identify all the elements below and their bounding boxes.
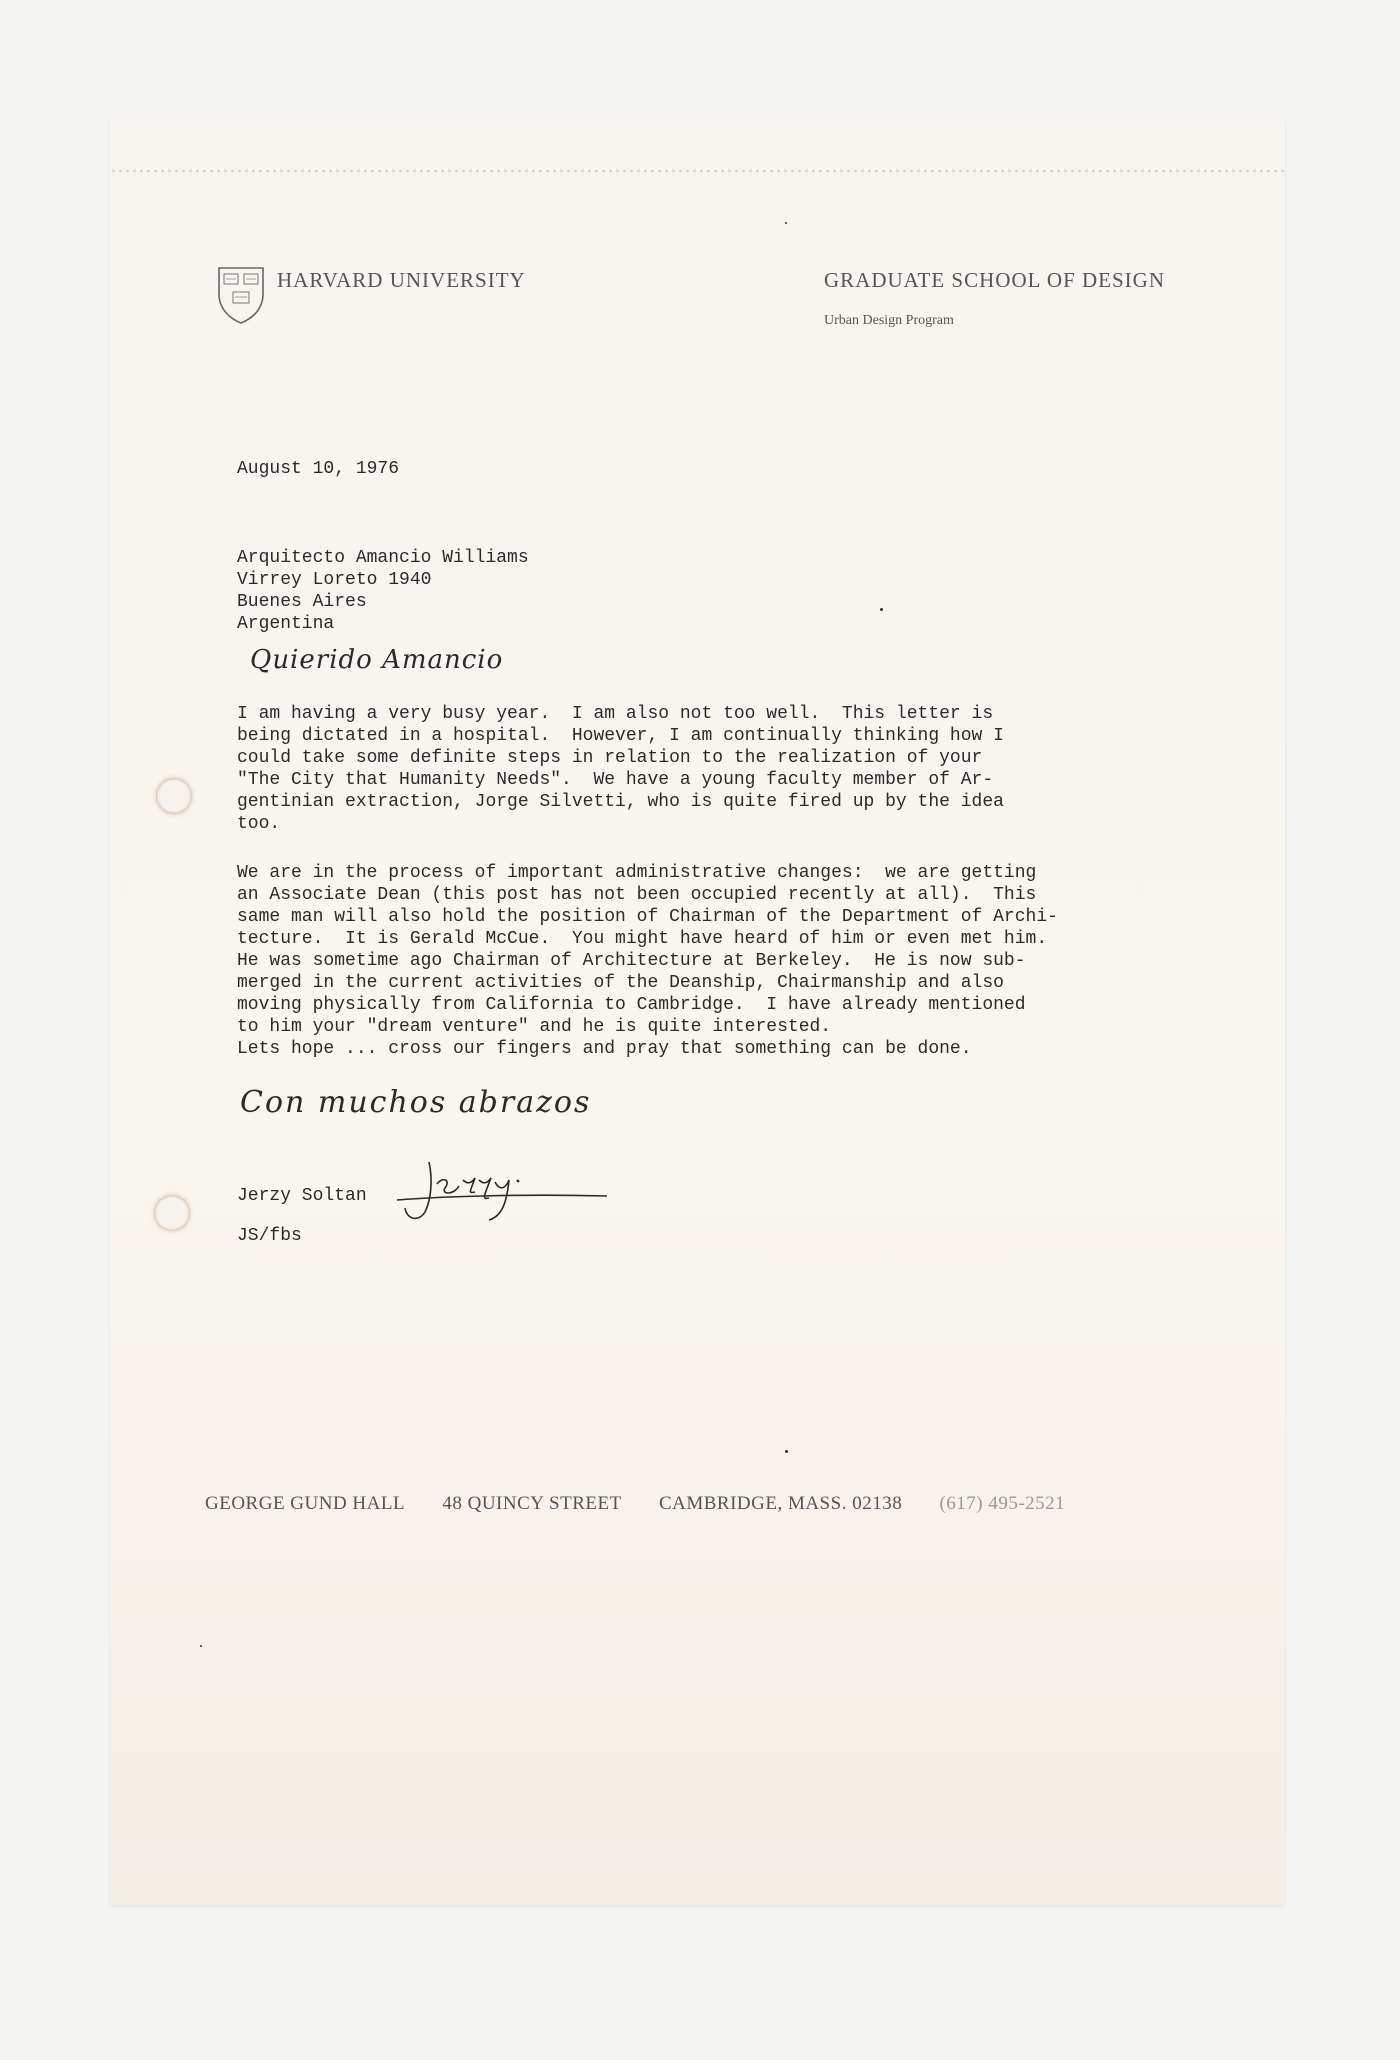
text-line: We are in the process of important administrative changes: we are getting [237, 863, 1037, 883]
university-name: HARVARD UNIVERSITY [277, 268, 526, 292]
letter-date: August 10, 1976 [237, 459, 400, 479]
footer-building: GEORGE GUND HALL [205, 1493, 406, 1514]
text-line: "The City that Humanity Needs". We have a young faculty member of Ar- [237, 770, 994, 790]
address-line: Argentina [237, 614, 335, 634]
text-line: gentinian extraction, Jorge Silvetti, who is quite fired up by the idea [237, 792, 1004, 812]
ink-speck [880, 608, 883, 611]
text-line: to him your "dream venture" and he is quite interested. [237, 1017, 832, 1037]
footer-phone: (617) 495-2521 [939, 1493, 1066, 1514]
letterhead-school [824, 268, 1165, 329]
punch-hole-top [156, 778, 192, 814]
letterhead-university [215, 264, 526, 326]
program-name: Urban Design Program [824, 313, 954, 328]
text-line: could take some definite steps in relation to the realization of your [237, 748, 983, 768]
handwritten-closing: Con muchos abrazos [240, 1085, 592, 1120]
address-line: Arquitecto Amancio Williams [237, 548, 529, 568]
text-line: Lets hope ... cross our fingers and pray that something can be done. [237, 1039, 972, 1059]
text-line: tecture. It is Gerald McCue. You might have heard of him or even met him. [237, 929, 1048, 949]
perforation-edge [110, 168, 1285, 176]
footer-city: CAMBRIDGE, MASS. 02138 [658, 1493, 903, 1514]
text-line: I am having a very busy year. I am also not too well. This letter is [237, 704, 994, 724]
ink-speck [785, 1450, 788, 1453]
body-paragraph-1 [237, 703, 1187, 835]
text-line: same man will also hold the position of Chairman of the Department of Archi- [237, 907, 1058, 927]
text-line: merged in the current activities of the Deanship, Chairmanship and also [237, 973, 1004, 993]
handwritten-signature [367, 1150, 627, 1230]
recipient-address [237, 547, 529, 635]
typist-initials: JS/fbs [237, 1226, 302, 1246]
text-line: an Associate Dean (this post has not been occupied recently at all). This [237, 885, 1037, 905]
punch-hole-bottom [154, 1195, 190, 1231]
text-line: moving physically from California to Cambridge. I have already mentioned [237, 995, 1026, 1015]
letter-sheet [110, 120, 1285, 1905]
text-line: too. [237, 814, 281, 834]
ink-speck [200, 1645, 202, 1647]
handwritten-salutation: Quierido Amancio [250, 645, 504, 675]
ink-speck [785, 222, 787, 224]
text-line: He was sometime ago Chairman of Architecture at Berkeley. He is now sub- [237, 951, 1026, 971]
text-line: being dictated in a hospital. However, I am continually thinking how I [237, 726, 1004, 746]
footer-street: 48 QUINCY STREET [442, 1493, 622, 1514]
body-paragraph-3 [237, 1038, 1187, 1060]
address-line: Buenes Aires [237, 592, 367, 612]
school-name: GRADUATE SCHOOL OF DESIGN [824, 268, 1165, 292]
body-paragraph-2 [237, 862, 1187, 1038]
harvard-shield-icon [215, 264, 267, 326]
letterhead-footer [205, 1493, 1097, 1515]
address-line: Virrey Loreto 1940 [237, 570, 432, 590]
typed-signature-name: Jerzy Soltan [237, 1186, 367, 1206]
